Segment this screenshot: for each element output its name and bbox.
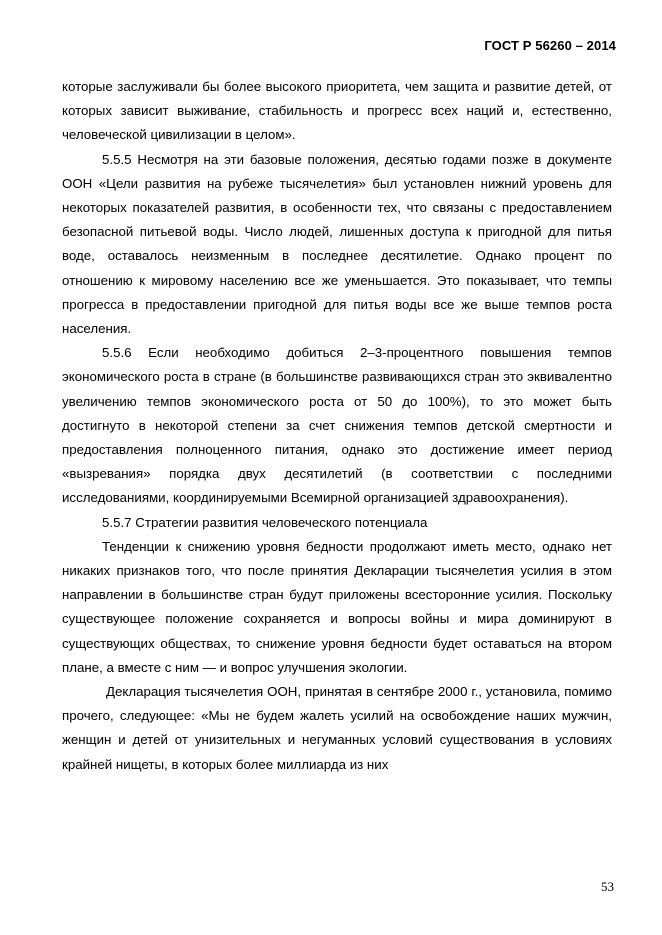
paragraph-continuation: которые заслуживали бы более высокого приоритета, чем защита и развитие детей, от которых зависит выживание, стабильность и прогресс всех наций и, естественно, человеческой цивилизации в целом». bbox=[62, 79, 612, 143]
document-header: ГОСТ Р 56260 – 2014 bbox=[484, 38, 616, 53]
page-number: 53 bbox=[601, 879, 614, 894]
paragraph-millennium-declaration: Декларация тысячелетия ООН, принятая в сентябре 2000 г., установила, помимо прочего, следующее: «Мы не будем жалеть усилий на освобождение наших мужчин, женщин и детей от унизительных и негуманных условий существования в условиях крайней нищеты, в которых более миллиарда из них bbox=[62, 684, 612, 772]
section-heading-5-5-7: 5.5.7 Стратегии развития человеческого потенциала bbox=[102, 514, 428, 530]
paragraph-5-5-5: 5.5.5 Несмотря на эти базовые положения, десятью годами позже в документе ООН «Цели развития на рубеже тысячелетия» был установлен нижний уровень для некоторых показателей развития, в особенности тех, что связаны с предоставлением безопасной питьевой воды. Число людей, лишенных доступа к пригодной для питья воде, оставалось неизменным в последнее десятилетие. Однако процент по отношению к мировому населению все же уменьшается. Это показывает, что темпы прогресса в предоставлении пригодной для питья воды все же выше темпов роста населения. bbox=[62, 151, 612, 337]
paragraph-5-5-6: 5.5.6 Если необходимо добиться 2–3-процентного повышения темпов экономического роста в стране (в большинстве развивающихся стран это эквивалентно увеличению темпов экономического роста от 50 до 100%), то это может быть достигнуто в некоторой степени за счет снижения темпов детской смертности и предоставления полноценного питания, однако это достижение имеет период «вызревания» порядка двух десятилетий (в соответствии с последними исследованиями, координируемыми Всемирной организацией здравоохранения). bbox=[62, 345, 612, 506]
body-text bbox=[62, 75, 612, 777]
paragraph-poverty-trends: Тенденции к снижению уровня бедности продолжают иметь место, однако нет никаких признаков того, что после принятия Декларации тысячелетия усилия в этом направлении в большинстве стран будут приложены всесторонние усилия. Поскольку существующее положение сохраняется и вопросы войны и мира доминируют в существующих обществах, то снижение уровня бедности будет оставаться на втором плане, а вместе с ним — и вопрос улучшения экологии. bbox=[62, 538, 612, 675]
